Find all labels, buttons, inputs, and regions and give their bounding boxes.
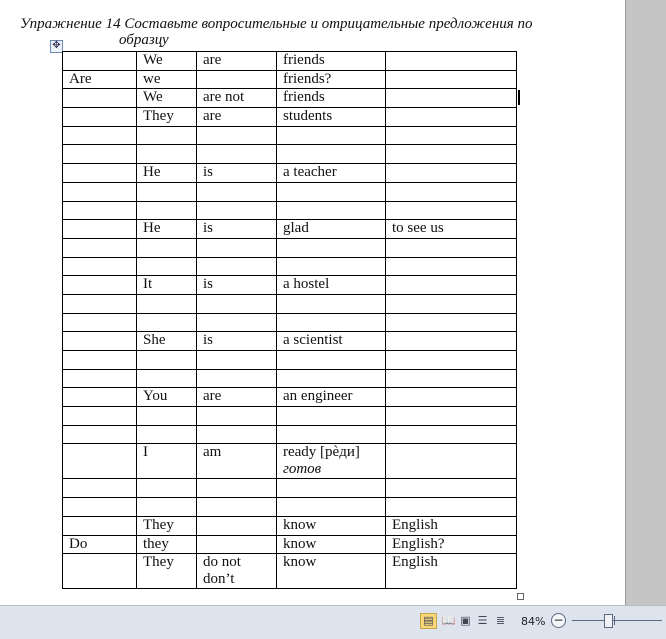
table-cell[interactable]: [137, 294, 197, 313]
table-cell[interactable]: [63, 89, 137, 108]
table-cell[interactable]: [386, 145, 517, 164]
table-row: [63, 201, 517, 220]
table-cell[interactable]: They: [137, 554, 197, 589]
cell-line: do not: [203, 554, 241, 571]
table-row: [63, 407, 517, 426]
table-cell[interactable]: [386, 407, 517, 426]
table-row: [63, 145, 517, 164]
table-cell[interactable]: [63, 257, 137, 276]
table-cell[interactable]: Do: [63, 535, 137, 554]
table-cell[interactable]: [197, 407, 277, 426]
table-cell[interactable]: [386, 201, 517, 220]
table-cell[interactable]: [137, 479, 197, 498]
outline-icon[interactable]: ☰: [477, 614, 488, 627]
table-cell[interactable]: We: [137, 52, 197, 71]
table-cell[interactable]: are: [197, 52, 277, 71]
table-cell[interactable]: [137, 257, 197, 276]
table-cell[interactable]: [63, 164, 137, 183]
table-cell[interactable]: [197, 535, 277, 554]
table-cell[interactable]: [137, 313, 197, 332]
print-layout-icon[interactable]: ▤: [420, 613, 437, 629]
table-cell[interactable]: You: [137, 388, 197, 407]
table-cell[interactable]: friends?: [277, 70, 386, 89]
table-cell[interactable]: [197, 70, 277, 89]
table-cell[interactable]: They: [137, 108, 197, 127]
table-cell[interactable]: are: [197, 108, 277, 127]
table-cell[interactable]: friends: [277, 89, 386, 108]
table-cell[interactable]: [137, 201, 197, 220]
text-cursor: [518, 90, 520, 105]
table-cell[interactable]: They: [137, 516, 197, 535]
table-cell[interactable]: is: [197, 332, 277, 351]
table-cell[interactable]: [386, 351, 517, 370]
table-cell[interactable]: [386, 108, 517, 127]
table-cell[interactable]: is: [197, 276, 277, 295]
table-cell[interactable]: [137, 351, 197, 370]
table-cell[interactable]: [386, 498, 517, 517]
table-cell[interactable]: [197, 294, 277, 313]
table-cell[interactable]: [137, 182, 197, 201]
exercise-heading: [20, 16, 600, 48]
table-cell[interactable]: [386, 425, 517, 444]
heading-line-1: Упражнение 14 Составьте вопросительные и отрицательные предложения по: [20, 16, 533, 32]
table-row: [63, 498, 517, 517]
table-cell[interactable]: [386, 164, 517, 183]
table-cell[interactable]: [277, 257, 386, 276]
table-cell[interactable]: am: [197, 444, 277, 479]
table-cell[interactable]: they: [137, 535, 197, 554]
table-cell[interactable]: [63, 182, 137, 201]
table-cell[interactable]: [197, 554, 277, 589]
table-cell[interactable]: [197, 238, 277, 257]
table-cell[interactable]: [197, 351, 277, 370]
table-cell[interactable]: [137, 238, 197, 257]
table-row: [63, 276, 517, 295]
table-row: [63, 294, 517, 313]
table-cell[interactable]: we: [137, 70, 197, 89]
table-cell[interactable]: [197, 498, 277, 517]
table-cell[interactable]: [386, 313, 517, 332]
table-row: [63, 351, 517, 370]
table-cell[interactable]: [63, 276, 137, 295]
table-cell[interactable]: an engineer: [277, 388, 386, 407]
table-cell[interactable]: [386, 238, 517, 257]
table-cell[interactable]: [63, 498, 137, 517]
table-row: [63, 220, 517, 239]
table-row: [63, 108, 517, 127]
table-cell[interactable]: are not: [197, 89, 277, 108]
table-cell[interactable]: [63, 351, 137, 370]
table-cell[interactable]: [63, 369, 137, 388]
table-cell[interactable]: He: [137, 164, 197, 183]
zoom-level[interactable]: 84%: [521, 615, 546, 628]
table-cell[interactable]: It: [137, 276, 197, 295]
table-cell[interactable]: [277, 498, 386, 517]
table-row: [63, 182, 517, 201]
cell-line: don’t: [203, 571, 235, 588]
table-cell[interactable]: [277, 407, 386, 426]
table-cell[interactable]: [63, 516, 137, 535]
heading-line-2: образцу: [119, 32, 169, 48]
zoom-slider[interactable]: [572, 620, 662, 621]
table-cell[interactable]: [63, 220, 137, 239]
table-cell[interactable]: Are: [63, 70, 137, 89]
table-cell[interactable]: [277, 369, 386, 388]
table-cell[interactable]: [63, 444, 137, 479]
table-row: [63, 369, 517, 388]
table-cell[interactable]: are: [197, 388, 277, 407]
table-cell[interactable]: English: [386, 516, 517, 535]
table-cell[interactable]: [137, 126, 197, 145]
table-row: [63, 126, 517, 145]
table-row: [63, 238, 517, 257]
table-cell[interactable]: [386, 369, 517, 388]
table-cell[interactable]: [137, 407, 197, 426]
table-row: [63, 554, 517, 589]
table-cell[interactable]: [277, 425, 386, 444]
table-cell[interactable]: [277, 182, 386, 201]
table-cell[interactable]: [386, 52, 517, 71]
zoom-slider-center-tick: [614, 616, 615, 625]
table-cell[interactable]: [197, 369, 277, 388]
table-cell[interactable]: know: [277, 535, 386, 554]
exercise-table[interactable]: [62, 51, 517, 589]
full-screen-reading-icon[interactable]: 📖: [441, 614, 456, 627]
table-cell[interactable]: glad: [277, 220, 386, 239]
table-cell[interactable]: a scientist: [277, 332, 386, 351]
table-cell[interactable]: [386, 182, 517, 201]
table-cell[interactable]: [386, 388, 517, 407]
table-cell[interactable]: [137, 498, 197, 517]
table-cell[interactable]: [63, 238, 137, 257]
table-cell[interactable]: [137, 369, 197, 388]
table-cell[interactable]: He: [137, 220, 197, 239]
table-cell[interactable]: [386, 70, 517, 89]
table-row: [63, 388, 517, 407]
table-cell[interactable]: [63, 313, 137, 332]
table-cell[interactable]: [63, 388, 137, 407]
table-cell[interactable]: to see us: [386, 220, 517, 239]
table-cell[interactable]: [197, 257, 277, 276]
table-row: [63, 164, 517, 183]
table-cell[interactable]: [386, 444, 517, 479]
table-row: [63, 332, 517, 351]
table-cell[interactable]: [386, 276, 517, 295]
table-row: [63, 516, 517, 535]
table-cell[interactable]: [63, 425, 137, 444]
table-cell[interactable]: [63, 126, 137, 145]
table-cell[interactable]: [277, 351, 386, 370]
table-cell[interactable]: [63, 332, 137, 351]
table-cell[interactable]: [277, 313, 386, 332]
table-cell[interactable]: know: [277, 516, 386, 535]
table-row: [63, 535, 517, 554]
table-cell[interactable]: [277, 479, 386, 498]
cell-translation: готов: [283, 461, 322, 478]
table-cell[interactable]: [386, 479, 517, 498]
web-layout-icon[interactable]: ▣: [460, 614, 471, 627]
table-cell[interactable]: English: [386, 554, 517, 589]
table-cell[interactable]: [277, 444, 386, 479]
table-cell[interactable]: [63, 52, 137, 71]
table-cell[interactable]: [386, 89, 517, 108]
table-cell[interactable]: [63, 201, 137, 220]
table-cell[interactable]: [63, 479, 137, 498]
table-cell[interactable]: She: [137, 332, 197, 351]
table-cell[interactable]: [386, 126, 517, 145]
table-row: [63, 70, 517, 89]
status-bar: [0, 605, 666, 639]
table-row: [63, 444, 517, 479]
table-row: [63, 257, 517, 276]
table-row: [63, 479, 517, 498]
table-cell[interactable]: friends: [277, 52, 386, 71]
table-cell[interactable]: [197, 145, 277, 164]
zoom-slider-thumb[interactable]: [604, 614, 613, 628]
table-cell[interactable]: is: [197, 164, 277, 183]
table-cell[interactable]: [63, 554, 137, 589]
draft-icon[interactable]: ≣: [495, 614, 506, 627]
table-row: [63, 313, 517, 332]
cell-text: ready [рèди]: [283, 444, 360, 461]
table-cell[interactable]: [63, 145, 137, 164]
table-cell[interactable]: [197, 201, 277, 220]
table-cell[interactable]: [197, 313, 277, 332]
table-cell[interactable]: [277, 238, 386, 257]
table-cell[interactable]: [386, 294, 517, 313]
table-cell[interactable]: [277, 201, 386, 220]
zoom-out-button[interactable]: −: [551, 613, 566, 628]
table-cell[interactable]: [386, 332, 517, 351]
table-row: [63, 425, 517, 444]
table-cell[interactable]: [277, 294, 386, 313]
table-cell[interactable]: [277, 145, 386, 164]
table-cell[interactable]: [197, 516, 277, 535]
table-cell[interactable]: [137, 425, 197, 444]
table-cell[interactable]: know: [277, 554, 386, 589]
table-cell[interactable]: a teacher: [277, 164, 386, 183]
table-cell[interactable]: We: [137, 89, 197, 108]
table-row: [63, 89, 517, 108]
table-cell[interactable]: a hostel: [277, 276, 386, 295]
table-cell[interactable]: [197, 126, 277, 145]
table-cell[interactable]: [197, 425, 277, 444]
table-cell[interactable]: [277, 126, 386, 145]
table-cell[interactable]: [137, 145, 197, 164]
table-cell[interactable]: [63, 407, 137, 426]
table-cell[interactable]: is: [197, 220, 277, 239]
table-row: [63, 52, 517, 71]
table-cell[interactable]: I: [137, 444, 197, 479]
table-cell[interactable]: [63, 294, 137, 313]
table-cell[interactable]: [197, 182, 277, 201]
resize-icon[interactable]: [517, 593, 524, 600]
move-icon[interactable]: ✥: [50, 40, 63, 53]
table-cell[interactable]: [63, 108, 137, 127]
vertical-scrollbar[interactable]: [625, 0, 666, 605]
table-cell[interactable]: students: [277, 108, 386, 127]
table-cell[interactable]: [386, 257, 517, 276]
table-cell[interactable]: English?: [386, 535, 517, 554]
table-cell[interactable]: [197, 479, 277, 498]
